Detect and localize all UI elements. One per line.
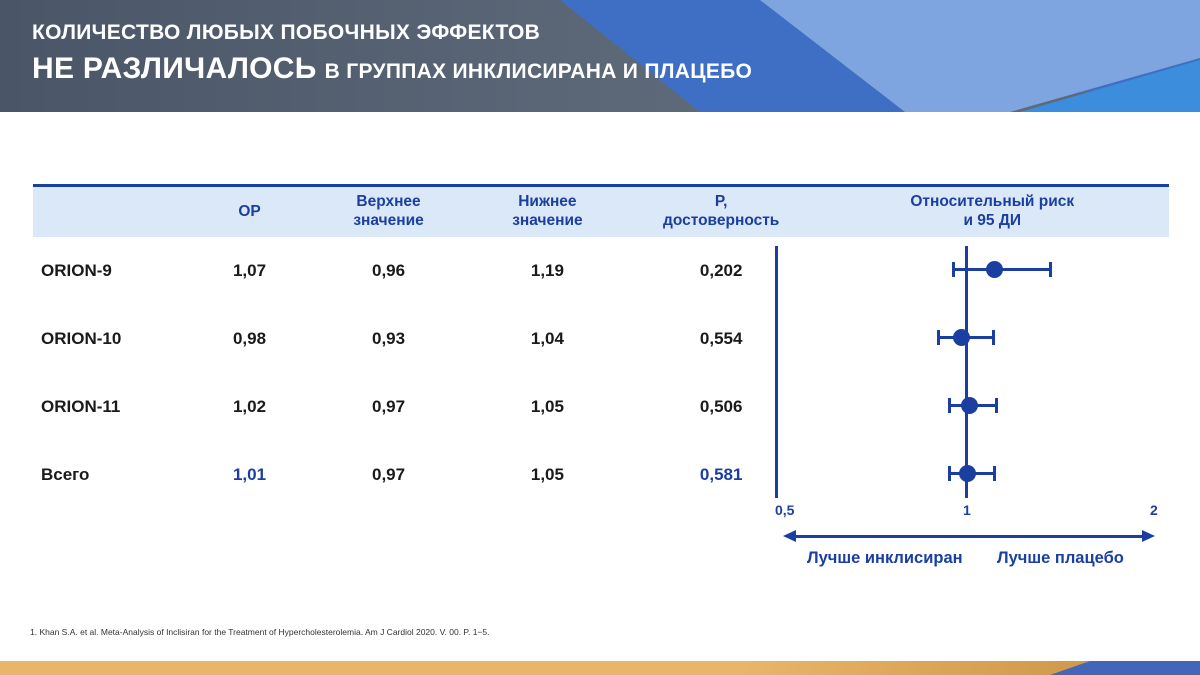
cell-or: 0,98 xyxy=(232,329,267,348)
point-estimate-marker xyxy=(959,465,976,482)
axis-tick-max: 2 xyxy=(1150,502,1158,518)
arrow-line xyxy=(795,535,1145,538)
cell-lower: 1,19 xyxy=(530,261,564,280)
column-header-p-line1: P, xyxy=(714,193,728,211)
column-header-upper xyxy=(309,193,468,230)
point-estimate-marker xyxy=(953,329,970,346)
column-header-upper-line1: Верхнее xyxy=(356,193,421,211)
cell-study: ORION-9 xyxy=(41,261,112,280)
point-estimate-marker xyxy=(986,261,1003,278)
cell-lower: 1,04 xyxy=(530,329,564,348)
ci-cap-right xyxy=(995,398,998,413)
arrow-left-icon xyxy=(783,530,796,542)
title-line-2 xyxy=(32,52,752,85)
cell-upper: 0,97 xyxy=(371,465,406,484)
cell-p: 0,202 xyxy=(699,261,743,280)
ci-cap-left xyxy=(948,466,951,481)
cell-lower: 1,05 xyxy=(530,397,564,416)
column-header-plot-line2: и 95 ДИ xyxy=(963,212,1022,229)
cell-or: 1,07 xyxy=(232,261,267,280)
cell-p: 0,581 xyxy=(699,465,743,484)
annotation-favors-right: Лучше плацебо xyxy=(997,549,1124,567)
column-header-plot xyxy=(816,193,1170,230)
footer-bar xyxy=(0,661,1200,675)
ci-cap-right xyxy=(1049,262,1052,277)
arrow-right-icon xyxy=(1142,530,1155,542)
point-estimate-marker xyxy=(961,397,978,414)
title-line-1: КОЛИЧЕСТВО ЛЮБЫХ ПОБОЧНЫХ ЭФФЕКТОВ xyxy=(32,21,541,44)
cell-study: ORION-10 xyxy=(41,329,122,348)
column-header-p xyxy=(627,193,816,230)
ci-cap-right xyxy=(992,330,995,345)
axis-tick-min: 0,5 xyxy=(775,502,795,518)
title-emphasis: НЕ РАЗЛИЧАЛОСЬ xyxy=(32,52,317,86)
column-header-upper-line2: значение xyxy=(353,212,424,229)
cell-or: 1,02 xyxy=(232,397,267,416)
forest-plot xyxy=(775,246,1165,576)
ci-cap-right xyxy=(993,466,996,481)
cell-upper: 0,97 xyxy=(371,397,406,416)
annotation-favors-left: Лучше инклисиран xyxy=(807,549,963,567)
title-remainder: В ГРУППАХ ИНКЛИСИРАНА И ПЛАЦЕБО xyxy=(324,60,753,84)
column-header-or: ОР xyxy=(238,202,261,220)
cell-lower: 1,05 xyxy=(530,465,564,484)
column-header-lower xyxy=(468,193,627,230)
cell-study: Всего xyxy=(41,465,90,484)
column-header-p-line2: достоверность xyxy=(662,212,780,229)
column-header-lower-line2: значение xyxy=(512,212,583,229)
footnote-reference: 1. Khan S.A. et al. Meta-Analysis of Inclisiran for the Treatment of Hypercholesterolemia. Am J Cardiol 2020. V. 00. P. 1−5. xyxy=(30,627,490,637)
page-title xyxy=(32,20,752,85)
cell-or: 1,01 xyxy=(232,465,267,484)
cell-p: 0,554 xyxy=(699,329,743,348)
cell-upper: 0,96 xyxy=(371,261,406,280)
ci-cap-left xyxy=(952,262,955,277)
plot-reference-line xyxy=(965,246,968,498)
cell-p: 0,506 xyxy=(699,397,743,416)
direction-arrows xyxy=(783,529,1155,543)
cell-study: ORION-11 xyxy=(41,397,121,416)
axis-tick-mid: 1 xyxy=(963,502,971,518)
ci-cap-left xyxy=(937,330,940,345)
cell-upper: 0,93 xyxy=(371,329,406,348)
slide-header xyxy=(0,0,1200,112)
plot-left-axis xyxy=(775,246,778,498)
column-header-lower-line1: Нижнее xyxy=(518,193,577,211)
ci-cap-left xyxy=(948,398,951,413)
column-header-plot-line1: Относительный риск xyxy=(910,193,1075,211)
table-header-row xyxy=(33,187,1169,237)
